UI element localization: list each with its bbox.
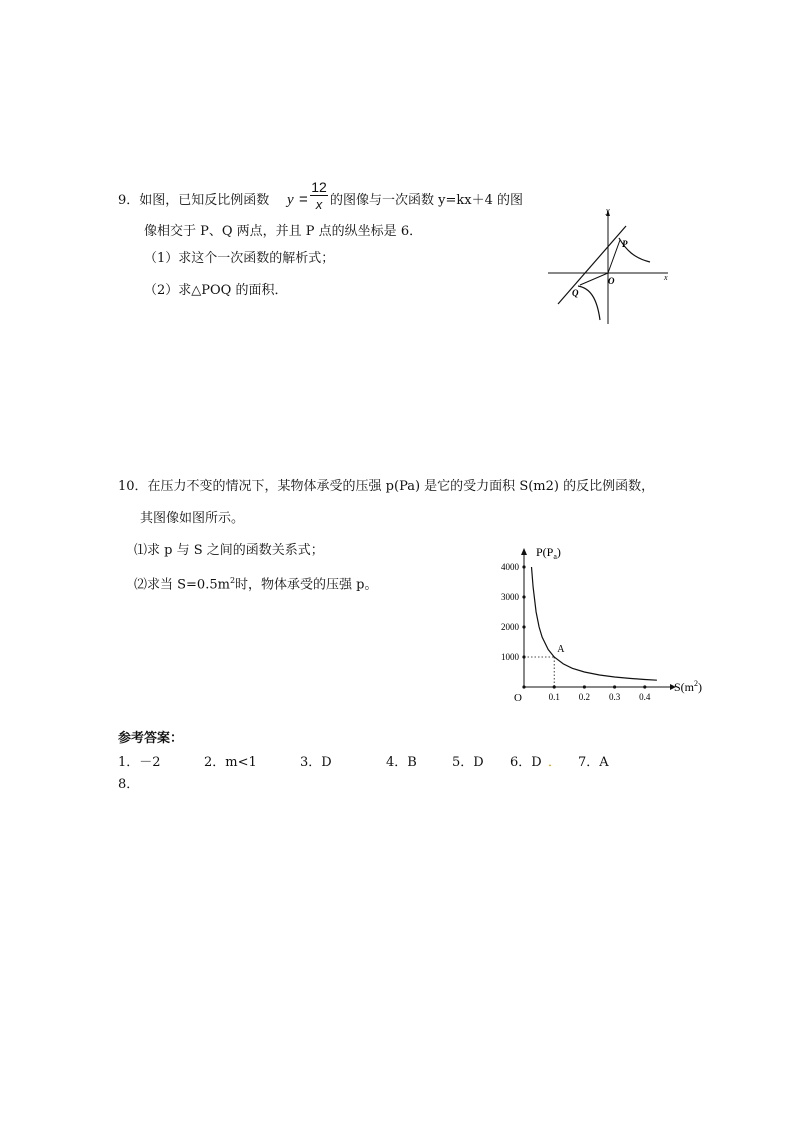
- q10-sub2-text-a: ⑵求当 S=0.5m: [134, 577, 230, 593]
- q10-sub2-text-b: 时，物体承受的压强 p。: [235, 577, 378, 593]
- q9-equals: =: [299, 191, 308, 208]
- q10-line2: 其图像如图所示。: [140, 511, 245, 526]
- answer-8: 8．: [118, 777, 140, 792]
- q9-line2: 像相交于 P、Q 两点，并且 P 点的纵坐标是 6．: [144, 224, 423, 239]
- q10-subquestion-2: [134, 572, 378, 594]
- q9-subquestion-1: （1）求这个一次函数的解析式；: [144, 251, 335, 266]
- answer-6: 6．D: [510, 755, 542, 770]
- q9-number: 9．: [118, 193, 140, 208]
- chart-y-tick-mark: [522, 625, 525, 628]
- q9-fraction: [310, 180, 328, 212]
- chart-y-tick-label: 3000: [501, 592, 519, 602]
- q9-figure: [540, 200, 680, 330]
- q9-fraction-numerator: 12: [311, 179, 327, 195]
- q10-sub2-superscript: 2: [229, 576, 236, 585]
- answer-separator-dot: ．: [548, 755, 562, 770]
- chart-y-tick-label: 1000: [501, 652, 519, 662]
- q9-label-Q: Q: [572, 288, 579, 298]
- chart-y-axis-label: $P(P_a)$: [536, 545, 561, 561]
- chart-y-tick-label: 2000: [501, 622, 519, 632]
- chart-x-tick-label: 0.3: [608, 692, 621, 702]
- chart-y-tick-mark: [522, 565, 525, 568]
- q9-label-O: O: [608, 276, 615, 286]
- q10-subquestion-1: ⑴求 p 与 S 之间的函数关系式；: [134, 543, 324, 558]
- q9-line1: [118, 192, 269, 210]
- q9-label-P: P: [622, 239, 628, 249]
- q9-linear-line: [558, 226, 626, 304]
- q9-subquestion-2: （2）求△POQ 的面积．: [144, 283, 288, 298]
- answer-5: 5．D: [452, 755, 484, 770]
- chart-y-tick-mark: [522, 595, 525, 598]
- answer-2: 2．m<1: [204, 755, 257, 770]
- chart-series-curve: [532, 567, 657, 680]
- q9-fraction-denominator: x: [310, 195, 328, 212]
- q9-line1-text-b: 的图像与一次函数 y=kx＋4 的图: [330, 193, 523, 208]
- answer-3: 3．D: [300, 755, 332, 770]
- q10-line1: 10．在压力不变的情况下，某物体承受的压强 p(Pa) 是它的受力面积 S(m2) 的反比例函数，: [118, 479, 655, 494]
- answer-1: 1．－2: [118, 755, 161, 770]
- q9-line1-text-a: 如图，已知反比例函数: [139, 193, 270, 208]
- chart-point-label-A: A: [557, 644, 565, 655]
- q9-label-y: y: [606, 206, 610, 215]
- answer-7: 7．A: [578, 755, 609, 770]
- answer-4: 4．B: [386, 755, 417, 770]
- q10-chart: [490, 540, 720, 710]
- chart-x-tick-label: 0.4: [639, 692, 651, 702]
- q9-label-x: x: [664, 273, 668, 282]
- chart-y-arrow: [521, 548, 527, 555]
- chart-origin-label: O: [514, 692, 522, 704]
- chart-x-tick-label: 0.2: [578, 692, 591, 702]
- chart-x-tick-mark: [613, 685, 616, 688]
- answers-heading: 参考答案：: [118, 731, 184, 746]
- chart-origin-dot: [522, 685, 525, 688]
- chart-x-tick-label: 0.1: [548, 692, 560, 702]
- q9-y-variable: y: [287, 192, 294, 208]
- chart-x-tick-mark: [583, 685, 586, 688]
- chart-x-axis-label: $S(m^2)$: [674, 679, 703, 694]
- chart-y-tick-label: 4000: [501, 562, 519, 572]
- chart-x-tick-mark: [643, 685, 646, 688]
- q9-hyperbola-branch-2: [578, 286, 600, 320]
